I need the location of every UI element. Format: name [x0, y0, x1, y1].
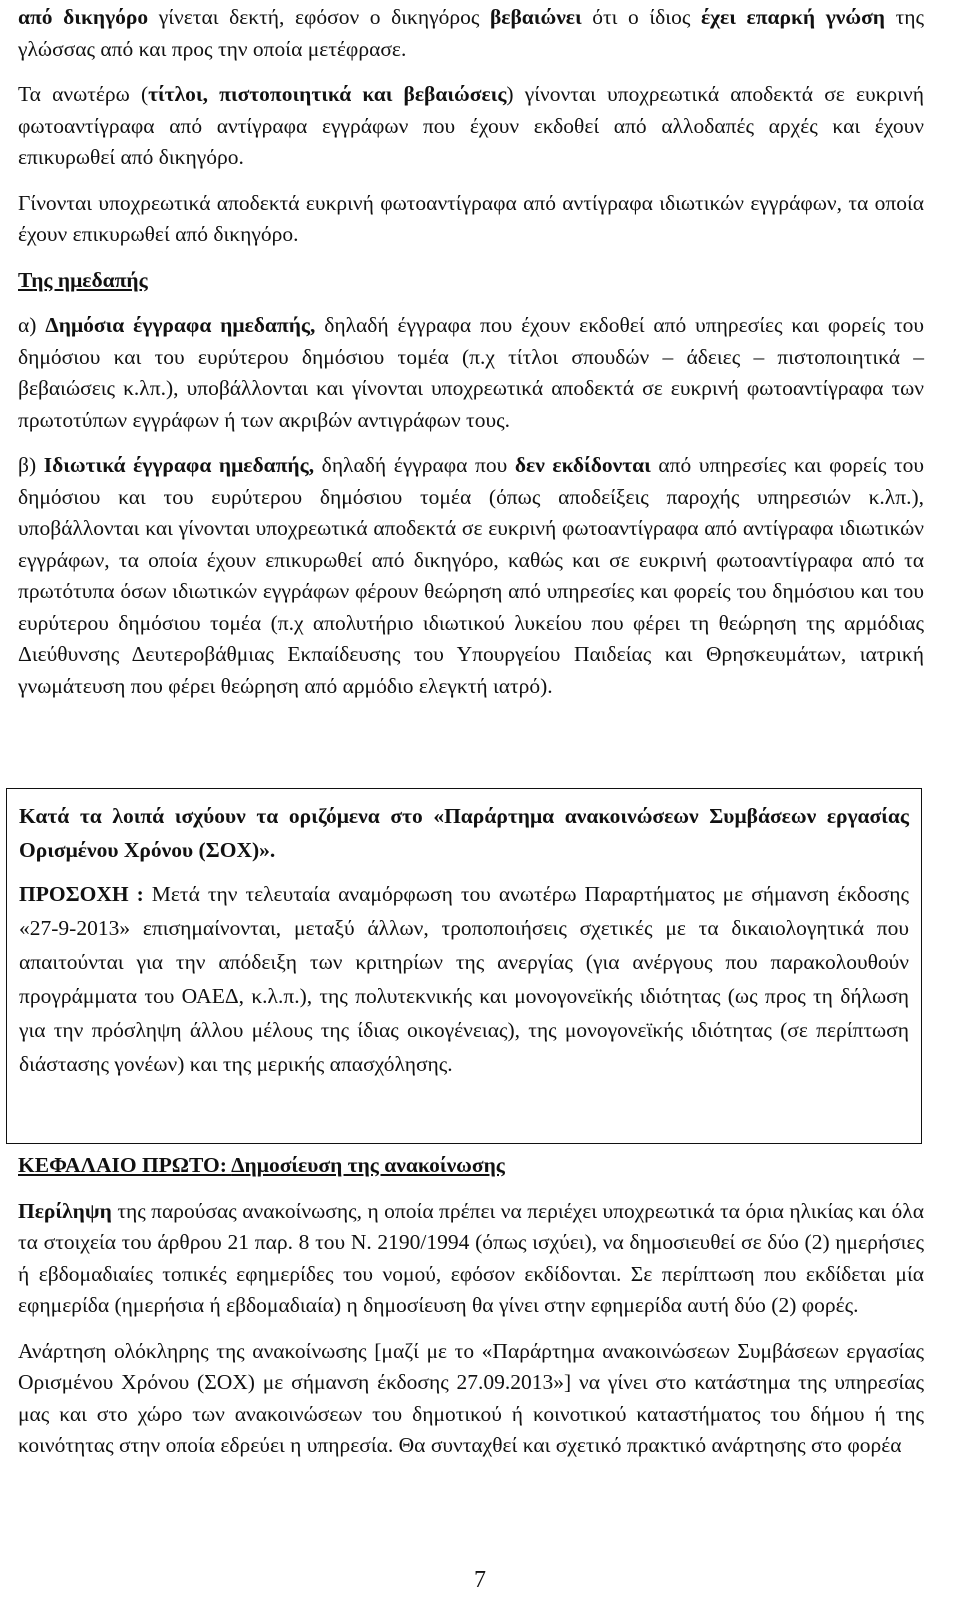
text-run: ότι ο ίδιος	[581, 5, 701, 29]
notice-box	[6, 788, 922, 1144]
bold-phrase: Ιδιωτικά έγγραφα ημεδαπής,	[43, 453, 315, 477]
text-run: δηλαδή έγγραφα που	[314, 453, 515, 477]
text-run: α)	[18, 313, 46, 337]
text-run: ) γίνονται υποχρεωτικά αποδεκτά σε ευκρινή φωτοαντίγραφα από αντίγραφα εγγράφων που έχουν εκδοθεί από αλλοδαπές αρχές και έχουν επικυρωθεί από δικηγόρο.	[18, 82, 924, 169]
page-number: 7	[474, 1567, 486, 1593]
document-page-lower	[18, 1150, 924, 1462]
text-run: Μετά την τελευταία αναμόρφωση του ανωτέρω Παραρτήματος με σήμανση έκδοσης «27-9-2013» επισημαίνονται, μεταξύ άλλων, τροποποιήσεις σχετικές με τα δικαιολογητικά που απαιτούνται για την απόδειξη των κριτηρίων της ανεργίας (για ανέργους που παρακολουθούν προγράμματα του ΟΑΕΔ, κ.λ.π.), της πολυτεκνικής και μονογονεϊκής ιδιότητας (ως προς τη δήλωση για την πρόσληψη άλλου μέλους της ίδιας οικογένειας), της μονογονεϊκής ιδιότητας (σε περίπτωση διάστασης γονέων) και της μερικής απασχόλησης.	[19, 882, 909, 1076]
paragraph-private-documents: Γίνονται υποχρεωτικά αποδεκτά ευκρινή φωτοαντίγραφα από αντίγραφα ιδιωτικών εγγράφων, τα οποία έχουν επικυρωθεί από δικηγόρο.	[18, 190, 924, 246]
attention-paragraph	[19, 877, 909, 1081]
bold-phrase: δεν εκδίδονται	[514, 453, 651, 477]
text-run: της παρούσας ανακοίνωσης, η οποία πρέπει να περιέχει υποχρεωτικά τα όρια ηλικίας και όλα τα στοιχεία του άρθρου 21 παρ. 8 του Ν. 2190/1994 (όπως ισχύει), να δημοσιευθεί σε δύο (2) ημερήσιες ή εβδομαδιαίες τοπικές εφημερίδες του νομού, εφόσον εκδίδονται. Σε περίπτωση που εκδίδεται μία εφημερίδα (ημερήσια ή εβδομαδιαία) η δημοσίευση θα γίνει στην εφημερίδα αυτή δύο (2) φορές.	[18, 1198, 924, 1317]
paragraph-public-documents	[18, 310, 924, 436]
heading-text: Της ημεδαπής	[18, 267, 148, 292]
notice-box-title	[19, 799, 909, 867]
paragraph-lawyer-translation	[18, 2, 924, 65]
paragraph-summary	[18, 1196, 924, 1322]
paragraph-private-domestic-documents	[18, 450, 924, 702]
text-run: από υπηρεσίες και φορείς του δημόσιου και του ευρύτερου δημόσιου τομέα (όπως αποδείξεις παροχής υπηρεσιών κ.λπ.), υποβάλλονται και γίνονται υποχρεωτικά αποδεκτά σε ευκρινή φωτοαντίγραφα από αντίγραφα ιδιωτικών εγγράφων, τα οποία έχουν επικυρωθεί από δικηγόρο, καθώς και σε ευκρινή φωτοαντίγραφα από τα πρωτότυπα όσων ιδιωτικών εγγράφων φέρουν θεώρηση από υπηρεσίες και φορείς του δημόσιου και του ευρύτερου δημόσιου τομέα (π.χ απολυτήριο ιδιωτικού λυκείου που φέρει τη θεώρηση της αρμόδιας Διεύθυνσης Δευτεροβάθμιας Εκπαίδευσης του Υπουργείου Παιδείας και Θρησκευμάτων, ιατρική γνωμάτευση που φέρει θεώρηση από αρμόδιο ελεγκτή ιατρό).	[18, 453, 924, 698]
section-heading-domestic	[18, 265, 924, 297]
chapter-heading	[18, 1150, 924, 1182]
document-page	[18, 0, 924, 702]
bold-phrase: Δημόσια έγγραφα ημεδαπής,	[45, 313, 316, 337]
paragraph-posting: Ανάρτηση ολόκληρης της ανακοίνωσης [μαζί με το «Παράρτημα ανακοινώσεων Συμβάσεων εργασίας Ορισμένου Χρόνου (ΣΟΧ) με σήμανση έκδοσης 27.09.2013»] να γίνει στο κατάστημα της υπηρεσίας μας και στο χώρο των ανακοινώσεων του δημοτικού ή κοινοτικού καταστήματος του δήμου ή της κοινότητας στην οποία εδρεύει η υπηρεσία. Θα συνταχθεί και σχετικό πρακτικό ανάρτησης στο φορέα	[18, 1338, 924, 1457]
chapter-title: Δημοσίευση της ανακοίνωσης	[231, 1153, 505, 1177]
bold-phrase: Περίληψη	[18, 1198, 112, 1223]
text-run: της γλώσσας από και προς την οποία μετέφρασε.	[18, 5, 924, 61]
bold-phrase: τίτλοι, πιστοποιητικά και βεβαιώσεις	[148, 82, 507, 106]
text-run: β)	[18, 453, 44, 477]
text-run: δηλαδή έγγραφα που έχουν εκδοθεί από υπηρεσίες και φορείς του δημόσιου και του ευρύτερου δημόσιου τομέα (π.χ τίτλοι σπουδών – άδειες – πιστοποιητικά – βεβαιώσεις κ.λπ.), υποβάλλονται και γίνονται υποχρεωτικά αποδεκτά σε ευκρινή φωτοαντίγραφα των πρωτοτύπων εγγράφων ή των ακριβών αντιγράφων τους.	[18, 313, 924, 432]
paragraph-foreign-documents	[18, 79, 924, 174]
attention-label: ΠΡΟΣΟΧΗ :	[19, 882, 144, 906]
bold-phrase: από δικηγόρο	[18, 5, 149, 29]
text-run: Τα ανωτέρω (	[18, 82, 149, 106]
bold-phrase: βεβαιώνει	[489, 5, 582, 29]
bold-phrase: έχει επαρκή γνώση	[700, 5, 885, 29]
chapter-label: ΚΕΦΑΛΑΙΟ ΠΡΩΤΟ:	[18, 1153, 232, 1177]
bold-phrase: Κατά τα λοιπά ισχύουν τα οριζόμενα στο «Παράρτημα ανακοινώσεων Συμβάσεων εργασίας Ορισμένου Χρόνου (ΣΟΧ)».	[19, 804, 909, 862]
text-run: γίνεται δεκτή, εφόσον ο δικηγόρος	[148, 5, 490, 29]
